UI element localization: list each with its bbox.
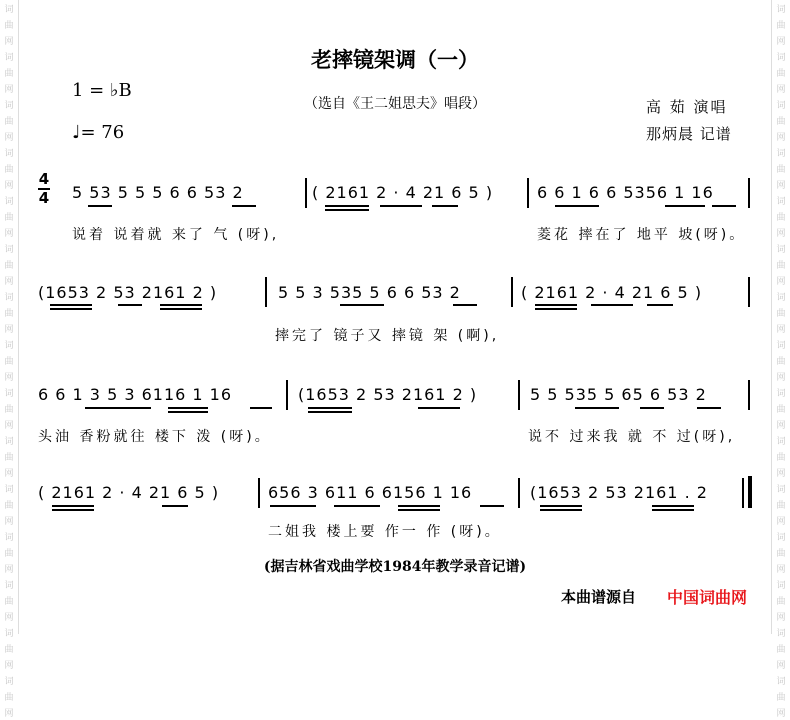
watermark-char: 词 [776,389,786,399]
beam-line [712,205,736,207]
watermark-char: 网 [4,709,14,719]
transcriber: 那炳晨 记谱 [646,125,732,143]
watermark-char: 曲 [4,213,14,223]
page-title: 老摔镜架调（一） [311,48,479,72]
watermark-char: 曲 [4,69,14,79]
watermark-char: 曲 [4,357,14,367]
watermark-char: 曲 [776,69,786,79]
lyric-segment: 菱花 摔在了 地平 坡(呀)。 [537,227,747,243]
final-barline-thin [742,478,744,508]
watermark-char: 曲 [4,117,14,127]
watermark-char: 词 [4,101,14,111]
watermark-char: 网 [4,661,14,671]
key-signature: 1 = ♭B [72,80,132,101]
watermark-char: 曲 [776,549,786,559]
time-signature-bottom: 4 [38,189,50,207]
watermark-char: 词 [4,5,14,15]
beam-line [453,304,477,306]
barline [286,380,288,410]
beam-line [591,304,633,306]
watermark-char: 曲 [4,693,14,703]
watermark-char: 网 [776,709,786,719]
beam-line [480,505,504,507]
watermark-char: 网 [776,661,786,671]
watermark-char: 曲 [4,645,14,655]
watermark-char: 曲 [4,309,14,319]
barline [265,277,267,307]
beam-line [162,505,188,507]
watermark-char: 曲 [776,21,786,31]
watermark-char: 词 [776,245,786,255]
watermark-char: 网 [776,325,786,335]
note-segment: 6 6 1 6 6 5356 1 16 [537,183,714,202]
watermark-char: 曲 [776,597,786,607]
beam-line [250,407,272,409]
note-segment: 5 5 3 535 5 6 6 53 2 [278,283,461,302]
watermark-char: 曲 [776,213,786,223]
watermark-char: 词 [4,389,14,399]
beam-line [340,304,384,306]
beam-line [308,407,352,409]
watermark-char: 曲 [4,549,14,559]
watermark-char: 词 [776,677,786,687]
watermark-char: 词 [776,149,786,159]
credit-site-link[interactable]: 中国词曲网 [667,588,748,607]
watermark-char: 网 [776,469,786,479]
watermark-char: 曲 [776,261,786,271]
watermark-char: 网 [4,325,14,335]
watermark-char: 词 [4,629,14,639]
barline [527,178,529,208]
beam-line [160,308,202,310]
barline [511,277,513,307]
watermark-char: 词 [4,293,14,303]
beam-line [85,407,151,409]
note-segment: ( 2161 2 · 4 21 6 5 ) [38,483,220,502]
watermark-char: 网 [4,469,14,479]
watermark-char: 曲 [776,693,786,703]
time-signature [38,171,50,207]
beam-line [168,411,208,413]
source-note: (据吉林省戏曲学校1984年教学录音记谱) [263,559,527,575]
watermark-char: 曲 [4,501,14,511]
watermark-char: 网 [776,517,786,527]
credit-label: 本曲谱源自 [561,588,637,606]
beam-line [652,509,694,511]
beam-line [118,304,142,306]
watermark-char: 曲 [4,453,14,463]
watermark-char: 曲 [4,597,14,607]
watermark-char: 网 [776,181,786,191]
watermark-char: 曲 [4,165,14,175]
note-segment: 6 6 1 3 5 3 6116 1 16 [38,385,233,404]
watermark-char: 词 [4,533,14,543]
watermark-char: 词 [776,197,786,207]
watermark-char: 网 [4,277,14,287]
watermark-char: 网 [4,181,14,191]
watermark-char: 网 [776,229,786,239]
beam-line [50,308,92,310]
note-segment: 656 3 611 6 6156 1 16 [268,483,473,502]
beam-line [535,308,577,310]
watermark-char: 曲 [776,165,786,175]
barline [518,478,520,508]
note-segment: 5 53 5 5 5 6 6 53 2 [72,183,244,202]
beam-line [555,205,599,207]
watermark-char: 网 [4,85,14,95]
barline [518,380,520,410]
watermark-char: 词 [4,677,14,687]
watermark-char: 词 [776,5,786,15]
beam-line [325,209,369,211]
barline [748,277,750,307]
watermark-char: 网 [4,37,14,47]
beam-line [665,205,705,207]
watermark-char: 网 [4,373,14,383]
beam-line [432,205,458,207]
watermark-char: 曲 [776,357,786,367]
watermark-char: 网 [776,37,786,47]
watermark-char: 网 [776,277,786,287]
lyric-segment: 摔完了 镜子又 摔镜 架 (啊), [275,328,500,344]
note-segment: 5 5 535 5 65 6 53 2 [530,385,707,404]
beam-line [540,505,582,507]
beam-line [640,407,664,409]
subtitle: （选自《王二姐思夫》唱段） [304,96,486,112]
note-segment: (1653 2 53 2161 2 ) [38,283,218,302]
beam-line [697,407,721,409]
watermark-char: 曲 [4,21,14,31]
time-signature-top: 4 [38,170,50,188]
watermark-char: 曲 [776,645,786,655]
beam-line [380,205,422,207]
watermark-char: 网 [4,229,14,239]
watermark-char: 网 [776,565,786,575]
watermark-char: 词 [776,485,786,495]
watermark-char: 词 [776,53,786,63]
watermark-char: 网 [4,565,14,575]
beam-line [50,304,92,306]
watermark-char: 曲 [776,405,786,415]
watermark-char: 网 [776,133,786,143]
beam-line [540,509,582,511]
watermark-char: 曲 [776,453,786,463]
beam-line [270,505,316,507]
watermark-char: 词 [4,149,14,159]
beam-line [575,407,619,409]
beam-line [52,505,94,507]
lyric-segment: 说不 过来我 就 不 过(呀), [528,429,736,445]
watermark-char: 网 [4,421,14,431]
beam-line [308,411,352,413]
watermark-char: 词 [776,341,786,351]
watermark-char: 网 [4,517,14,527]
watermark-char: 词 [4,341,14,351]
beam-line [160,304,202,306]
beam-line [88,205,112,207]
beam-line [232,205,256,207]
watermark-char: 词 [4,581,14,591]
note-segment: (1653 2 53 2161 2 ) [298,385,478,404]
watermark-char: 曲 [776,501,786,511]
barline [748,178,750,208]
watermark-char: 曲 [776,309,786,319]
watermark-char: 词 [776,629,786,639]
watermark-char: 网 [4,613,14,623]
note-segment: ( 2161 2 · 4 21 6 5 ) [521,283,703,302]
lyric-segment: 头油 香粉就往 楼下 泼 (呀)。 [38,429,272,445]
barline [748,380,750,410]
note-segment: ( 2161 2 · 4 21 6 5 ) [312,183,494,202]
beam-line [168,407,208,409]
beam-line [535,304,577,306]
watermark-char: 网 [4,133,14,143]
barline [305,178,307,208]
watermark-char: 词 [4,53,14,63]
watermark-char: 词 [4,245,14,255]
watermark-char: 词 [776,437,786,447]
watermark-char: 网 [776,85,786,95]
beam-line [52,509,94,511]
performer: 高 茹 演唱 [646,98,728,116]
watermark-char: 词 [776,101,786,111]
watermark-char: 曲 [4,261,14,271]
lyric-segment: 二姐我 楼上要 作一 作 (呀)。 [268,524,502,540]
beam-line [652,505,694,507]
final-barline-thick [748,476,752,508]
watermark-char: 网 [776,373,786,383]
beam-line [334,505,380,507]
beam-line [418,407,460,409]
beam-line [647,304,673,306]
barline [258,478,260,508]
beam-line [398,509,440,511]
watermark-char: 网 [776,613,786,623]
watermark-char: 曲 [776,117,786,127]
lyric-segment: 说着 说着就 来了 气 (呀), [72,227,280,243]
watermark-char: 词 [4,197,14,207]
beam-line [398,505,440,507]
watermark-char: 词 [776,581,786,591]
watermark-char: 曲 [4,405,14,415]
watermark-char: 词 [4,485,14,495]
watermark-char: 词 [776,533,786,543]
tempo-marking: ♩= 76 [72,122,125,143]
watermark-char: 词 [776,293,786,303]
watermark-char: 词 [4,437,14,447]
beam-line [325,205,369,207]
watermark-char: 网 [776,421,786,431]
note-segment: (1653 2 53 2161 . 2 [530,483,708,502]
